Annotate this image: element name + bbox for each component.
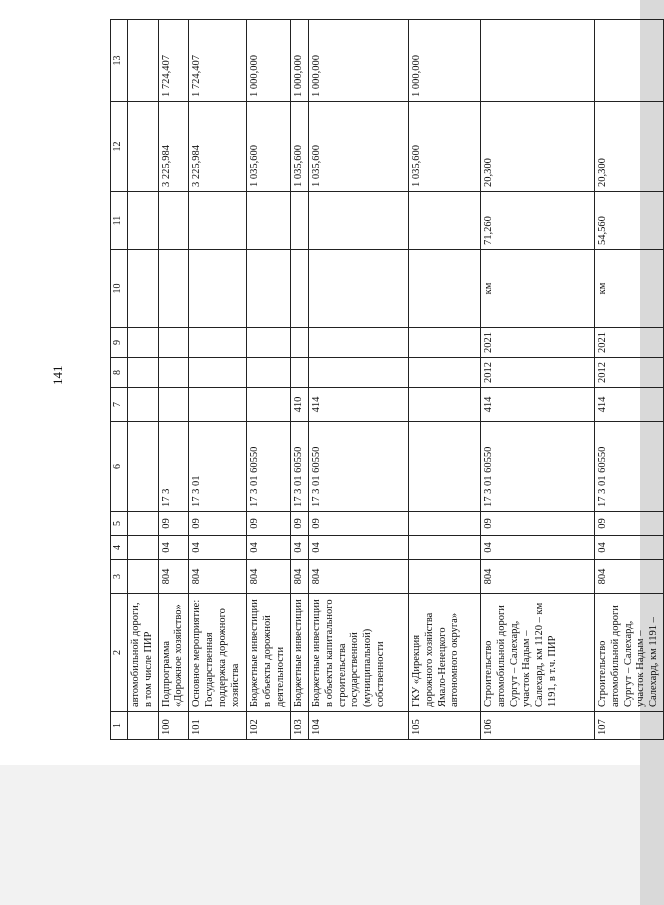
table-row bbox=[247, 20, 291, 740]
table-cell bbox=[308, 192, 408, 250]
table-cell: 17 3 01 60550 bbox=[480, 422, 594, 512]
table-cell bbox=[128, 328, 159, 358]
table-cell: 04 bbox=[291, 536, 309, 560]
table-row bbox=[594, 20, 663, 740]
table-cell bbox=[128, 536, 159, 560]
table-cell: 414 bbox=[308, 388, 408, 422]
table-cell: 804 bbox=[594, 560, 663, 594]
header-cell: 11 bbox=[111, 192, 128, 250]
table-cell bbox=[408, 388, 480, 422]
table-cell: 106 bbox=[480, 712, 594, 740]
table-cell bbox=[128, 250, 159, 328]
table-cell bbox=[247, 328, 291, 358]
table-cell bbox=[291, 358, 309, 388]
table-cell: Основное мероприятие: Государственная поддержка дорожного хозяйства bbox=[189, 594, 247, 712]
table-cell bbox=[158, 192, 189, 250]
table-cell bbox=[594, 20, 663, 102]
table-cell: 04 bbox=[189, 536, 247, 560]
table-row bbox=[291, 20, 309, 740]
header-cell: 8 bbox=[111, 358, 128, 388]
table-cell: 04 bbox=[594, 536, 663, 560]
table-cell: 414 bbox=[480, 388, 594, 422]
table-cell: 2021 bbox=[480, 328, 594, 358]
table-cell: 3 225,984 bbox=[158, 102, 189, 192]
table-cell: км bbox=[480, 250, 594, 328]
table-cell bbox=[158, 250, 189, 328]
table-header-row bbox=[111, 20, 128, 740]
table-cell: 107 bbox=[594, 712, 663, 740]
table-cell: 04 bbox=[480, 536, 594, 560]
table-cell bbox=[158, 328, 189, 358]
table-cell bbox=[189, 192, 247, 250]
table-cell: 04 bbox=[247, 536, 291, 560]
table-cell bbox=[408, 512, 480, 536]
table-cell bbox=[128, 20, 159, 102]
table-cell bbox=[408, 422, 480, 512]
table-row bbox=[408, 20, 480, 740]
table-cell: 20,300 bbox=[480, 102, 594, 192]
table-cell: 2012 bbox=[594, 358, 663, 388]
table-cell: 102 bbox=[247, 712, 291, 740]
table-cell bbox=[128, 358, 159, 388]
table-cell bbox=[128, 712, 159, 740]
table-cell: Строительство автомобильной дороги Сургут – Салехард, участок Надым – Салехард, км 1191 – bbox=[594, 594, 663, 712]
table-cell: 1 035,600 bbox=[247, 102, 291, 192]
table-cell: 3 225,984 bbox=[189, 102, 247, 192]
table-cell: 17 3 01 60550 bbox=[291, 422, 309, 512]
table-cell: 2012 bbox=[480, 358, 594, 388]
table-cell bbox=[408, 536, 480, 560]
table-cell bbox=[308, 328, 408, 358]
table-cell: 1 035,600 bbox=[308, 102, 408, 192]
table-cell bbox=[128, 102, 159, 192]
table-row bbox=[308, 20, 408, 740]
table-cell: 09 bbox=[247, 512, 291, 536]
table-cell: 1 724,407 bbox=[158, 20, 189, 102]
rotated-table-wrapper bbox=[110, 19, 664, 740]
table-cell bbox=[158, 358, 189, 388]
budget-table bbox=[110, 19, 664, 740]
table-cell: 17 3 bbox=[158, 422, 189, 512]
table-cell: 101 bbox=[189, 712, 247, 740]
header-cell: 10 bbox=[111, 250, 128, 328]
table-row bbox=[480, 20, 594, 740]
table-cell bbox=[291, 328, 309, 358]
table-cell bbox=[128, 422, 159, 512]
header-cell: 2 bbox=[111, 594, 128, 712]
table-cell: 804 bbox=[247, 560, 291, 594]
table-cell bbox=[408, 560, 480, 594]
table-cell bbox=[189, 358, 247, 388]
table-cell: 1 000,000 bbox=[308, 20, 408, 102]
table-cell: Бюджетные инвестиции bbox=[291, 594, 309, 712]
table-cell: 1 000,000 bbox=[247, 20, 291, 102]
table-cell: 04 bbox=[308, 536, 408, 560]
table-cell: 103 bbox=[291, 712, 309, 740]
table-cell bbox=[408, 358, 480, 388]
table-cell bbox=[247, 192, 291, 250]
table-cell: 09 bbox=[308, 512, 408, 536]
table-row bbox=[128, 20, 159, 740]
header-cell: 12 bbox=[111, 102, 128, 192]
header-cell: 13 bbox=[111, 20, 128, 102]
table-cell: 105 bbox=[408, 712, 480, 740]
table-cell bbox=[189, 250, 247, 328]
table-cell: 54,560 bbox=[594, 192, 663, 250]
header-cell: 3 bbox=[111, 560, 128, 594]
table-cell: 04 bbox=[158, 536, 189, 560]
table-cell: 71,260 bbox=[480, 192, 594, 250]
table-cell: 1 724,407 bbox=[189, 20, 247, 102]
table-cell: 804 bbox=[480, 560, 594, 594]
table-cell bbox=[308, 358, 408, 388]
table-cell bbox=[408, 250, 480, 328]
table-cell bbox=[291, 250, 309, 328]
table-cell: 1 035,600 bbox=[408, 102, 480, 192]
table-cell: 17 3 01 60550 bbox=[247, 422, 291, 512]
header-cell: 4 bbox=[111, 536, 128, 560]
table-cell bbox=[189, 328, 247, 358]
table-cell bbox=[128, 512, 159, 536]
table-cell: Бюджетные инвестиции в объекты капитального строительства государственной (муниципальной) собственности bbox=[308, 594, 408, 712]
table-cell bbox=[128, 192, 159, 250]
table-cell: 20,300 bbox=[594, 102, 663, 192]
header-cell: 7 bbox=[111, 388, 128, 422]
scan-background bbox=[0, 765, 640, 905]
table-cell: Подпрограмма «Дорожное хозяйство» bbox=[158, 594, 189, 712]
header-cell: 1 bbox=[111, 712, 128, 740]
table-cell bbox=[291, 192, 309, 250]
table-cell: ГКУ «Дирекция дорожного хозяйства Ямало-Ненецкого автономного округа» bbox=[408, 594, 480, 712]
table-cell bbox=[408, 192, 480, 250]
table-cell: 410 bbox=[291, 388, 309, 422]
table-cell: автомобильной дороги, в том числе ПИР bbox=[128, 594, 159, 712]
table-cell bbox=[247, 358, 291, 388]
table-cell: 2021 bbox=[594, 328, 663, 358]
header-cell: 5 bbox=[111, 512, 128, 536]
table-cell: 17 3 01 60550 bbox=[594, 422, 663, 512]
header-cell: 9 bbox=[111, 328, 128, 358]
table-cell: 104 bbox=[308, 712, 408, 740]
table-cell: 17 3 01 bbox=[189, 422, 247, 512]
table-cell bbox=[408, 328, 480, 358]
table-cell: 09 bbox=[594, 512, 663, 536]
table-cell bbox=[158, 388, 189, 422]
table-cell: 09 bbox=[189, 512, 247, 536]
table-cell: 17 3 01 60550 bbox=[308, 422, 408, 512]
table-cell: 804 bbox=[189, 560, 247, 594]
table-cell: 414 bbox=[594, 388, 663, 422]
table-cell bbox=[128, 388, 159, 422]
table-cell: 100 bbox=[158, 712, 189, 740]
table-cell: 1 035,600 bbox=[291, 102, 309, 192]
table-row bbox=[158, 20, 189, 740]
table-cell: 804 bbox=[291, 560, 309, 594]
table-cell: 1 000,000 bbox=[408, 20, 480, 102]
table-cell: 09 bbox=[158, 512, 189, 536]
table-cell bbox=[480, 20, 594, 102]
table-cell: 09 bbox=[480, 512, 594, 536]
page-number: 141 bbox=[50, 365, 65, 385]
table-cell: 09 bbox=[291, 512, 309, 536]
table-cell: 804 bbox=[158, 560, 189, 594]
table-cell: Бюджетные инвестиции в объекты дорожной деятельности bbox=[247, 594, 291, 712]
table-cell bbox=[189, 388, 247, 422]
table-cell: Строительство автомобильной дороги Сургут – Салехард, участок Надым – Салехард, км 1120 – км 1191, в т.ч. ПИР bbox=[480, 594, 594, 712]
table-cell bbox=[308, 250, 408, 328]
table-cell: 804 bbox=[308, 560, 408, 594]
table-cell: км bbox=[594, 250, 663, 328]
table-cell: 1 000,000 bbox=[291, 20, 309, 102]
header-cell: 6 bbox=[111, 422, 128, 512]
table-row bbox=[189, 20, 247, 740]
table-cell bbox=[247, 388, 291, 422]
table-cell bbox=[128, 560, 159, 594]
table-cell bbox=[247, 250, 291, 328]
